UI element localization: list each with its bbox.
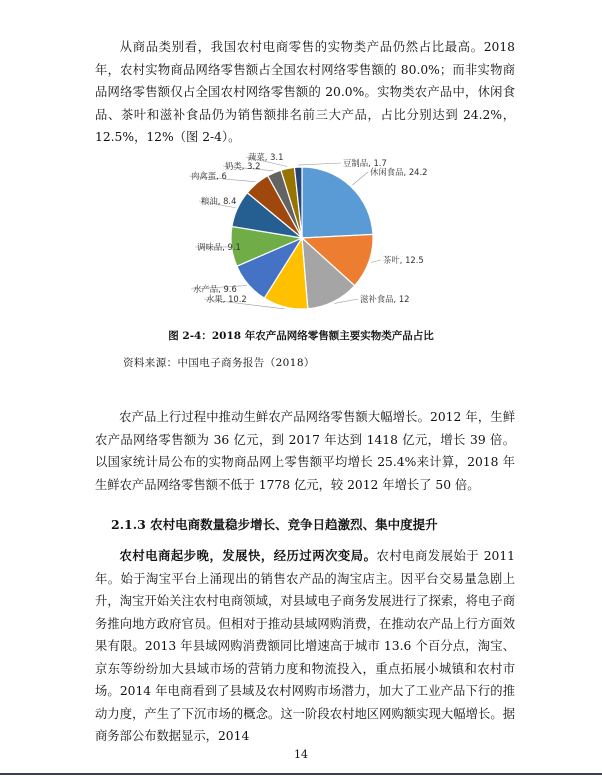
paragraph-rural-ecommerce-history xyxy=(95,545,515,748)
paragraph-text: 农产品上行过程中推动生鲜农产品网络零售额大幅增长。2012 年，生鲜农产品网络零售额为 36 亿元，到 2017 年达到 1418 亿元，增长 39 倍。以国家统计局公布的实物商品网上零售额平均增长 25.4%来计算，2018 年生鲜农产品网络零售额不低于 1778 亿元，较 2012 年增长了 50 倍。 xyxy=(95,410,515,492)
pie-leader-line xyxy=(352,172,368,185)
paragraph-text: 农村电商发展始于 2011 年。始于淘宝平台上涌现出的销售农产品的淘宝店主。因平台交易量急剧上升，淘宝开始关注农村电商领域，对县域电子商务发展进行了探索，将电子商务推向地方政府官员。但相对于推动县域网购消费，在推动农产品上行方面效果有限。2013 年县域网购消费额同比增速高于城市 13.6 个百分点，淘宝、京东等纷纷加大县域市场的营销力度和物流投入，重点拓展小城镇和农村市场。2014 年电商看到了县域及农村网购市场潜力，加大了工业产品下行的推动力度，产生了下沉市场的概念。这一阶段农村地区网购额实现大幅增长。据商务部公布数据显示，2014 xyxy=(95,549,515,743)
paragraph-lead: 农村电商起步晚，发展快，经历过两次变局。 xyxy=(119,548,377,563)
pie-label: 肉禽蛋, 6 xyxy=(191,171,227,181)
figure-caption: 图 2-4：2018 年农产品网络零售额主要实物类产品占比 xyxy=(168,330,434,342)
paragraph-fresh-produce xyxy=(95,406,515,496)
pie-slice xyxy=(302,167,373,238)
pie-label: 豆制品, 1.7 xyxy=(343,158,387,168)
pie-label: 水果, 10.2 xyxy=(206,294,247,304)
pie-leader-line xyxy=(298,163,341,165)
pie-label: 休闲食品, 24.2 xyxy=(370,167,428,177)
figure-source: 资料来源：中国电子商务报告（2018） xyxy=(123,357,315,369)
pie-label: 茶叶, 12.5 xyxy=(383,255,424,265)
pie-label: 蔬菜, 3.1 xyxy=(248,152,284,162)
pie-label: 粮油, 8.4 xyxy=(201,196,237,206)
pie-label: 奶类, 3.2 xyxy=(225,161,261,171)
page-number: 14 xyxy=(294,748,308,761)
section-heading: 2.1.3 农村电商数量稳步增长、竞争日趋激烈、集中度提升 xyxy=(111,517,438,532)
paragraph-text: 从商品类别看，我国农村电商零售的实物类产品仍然占比最高。2018 年，农村实物商品网络零售额占全国农村网络零售额的 80.0%；而非实物商品网络零售额仅占全国农村网络零售额的 20.0%。实物类农产品中，休闲食品、茶叶和滋补食品仍为销售额排名前三大产品，占比分别达到 24.2%，12.5%，12%（图 2-4）。 xyxy=(95,40,515,144)
pie-leader-line xyxy=(371,260,381,263)
pie-label: 滋补食品, 12 xyxy=(360,294,410,304)
pie-label: 水产品, 9.6 xyxy=(193,284,237,294)
pie-label: 调味品, 9.1 xyxy=(197,242,241,252)
